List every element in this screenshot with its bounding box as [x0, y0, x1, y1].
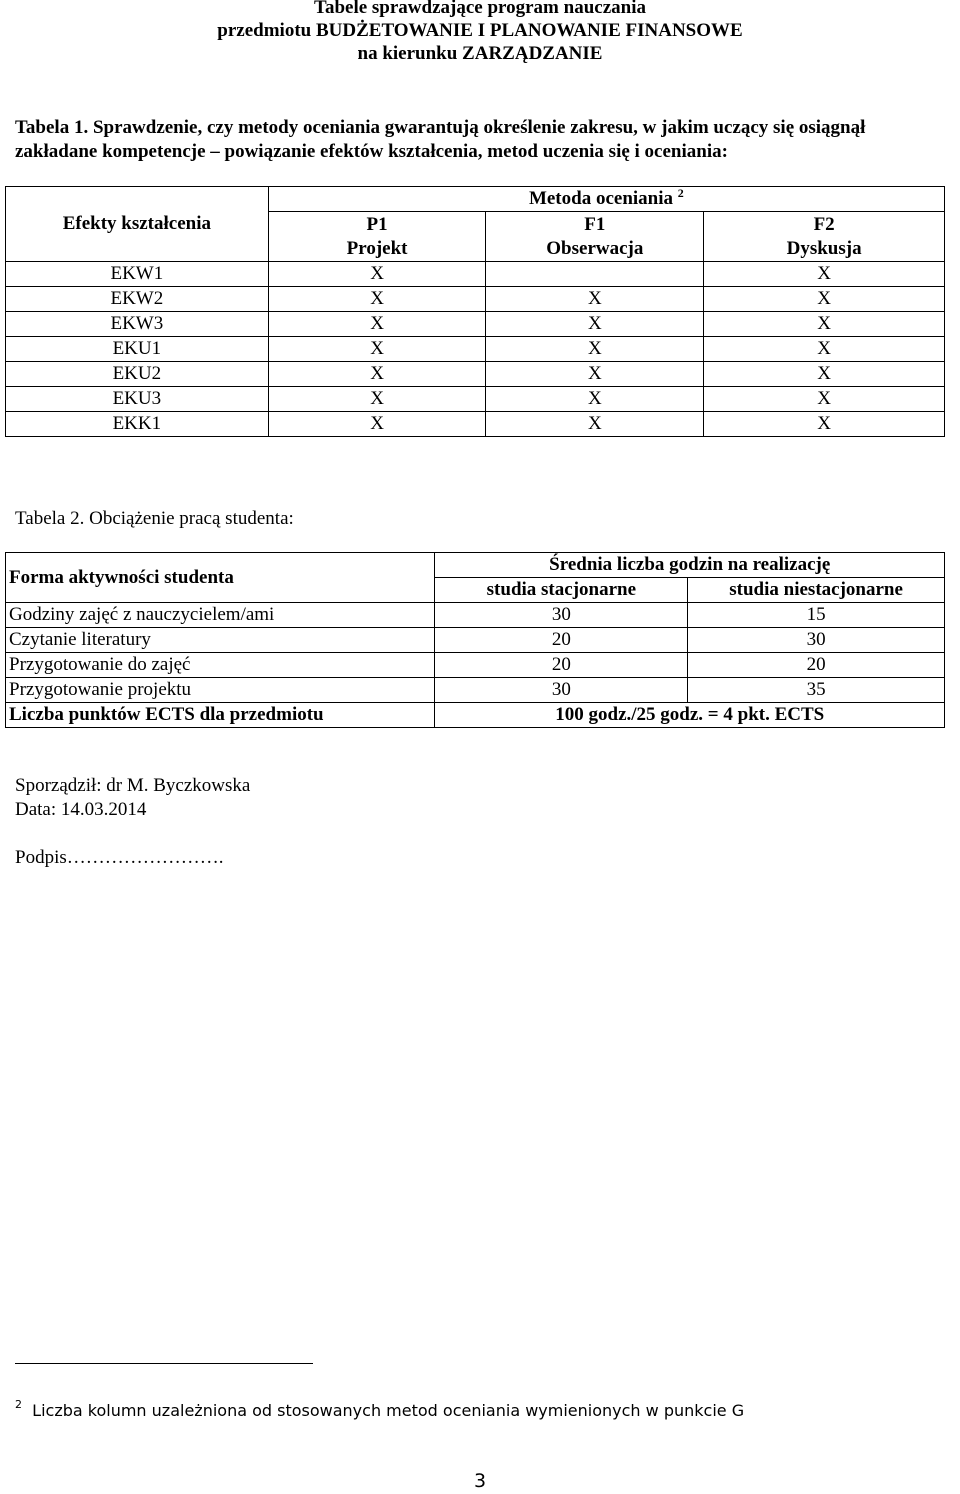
footnote-separator: [15, 1363, 313, 1364]
footnote: [15, 1400, 744, 1422]
effect-cell: EKU1: [6, 337, 269, 362]
mark-cell: X: [486, 412, 704, 437]
table-row: [6, 387, 945, 412]
effect-cell: EKW3: [6, 312, 269, 337]
column-header-p1: P1 Projekt: [268, 212, 486, 262]
effect-cell: EKW2: [6, 287, 269, 312]
ects-total-row: [6, 703, 945, 728]
table-row: [6, 678, 945, 703]
footnote-ref: 2: [677, 186, 684, 200]
table-row: [6, 628, 945, 653]
assessment-methods-table: [5, 186, 945, 437]
table1-caption-line-1: Tabela 1. Sprawdzenie, czy metody oceniania gwarantują określenie zakresu, w jakim uczący się osiągnął: [15, 117, 866, 138]
ects-total-value: 100 godz./25 godz. = 4 pkt. ECTS: [435, 703, 945, 728]
effect-cell: EKK1: [6, 412, 269, 437]
hours-cell: 15: [688, 603, 945, 628]
mark-cell: X: [704, 362, 945, 387]
activity-cell: Przygotowanie do zajęć: [6, 653, 435, 678]
mark-cell: X: [486, 287, 704, 312]
signature-line: Podpis…………………….: [15, 847, 224, 868]
mark-cell: X: [704, 387, 945, 412]
table-row: [6, 603, 945, 628]
table-row: [6, 337, 945, 362]
mark-cell: X: [704, 412, 945, 437]
activity-cell: Czytanie literatury: [6, 628, 435, 653]
table-row: [6, 287, 945, 312]
mark-cell: X: [486, 362, 704, 387]
effect-cell: EKW1: [6, 262, 269, 287]
column-header-stacjonarne: studia stacjonarne: [435, 578, 688, 603]
hours-cell: 30: [688, 628, 945, 653]
mark-cell: X: [486, 387, 704, 412]
mark-cell: X: [268, 287, 486, 312]
footnote-number: 2: [15, 1398, 22, 1411]
hours-cell: 35: [688, 678, 945, 703]
mark-cell: X: [268, 337, 486, 362]
table-row: [6, 653, 945, 678]
table-row: [6, 262, 945, 287]
hours-cell: 20: [435, 653, 688, 678]
effect-cell: EKU2: [6, 362, 269, 387]
mark-cell: X: [268, 412, 486, 437]
table-row: [6, 412, 945, 437]
mark-cell: X: [268, 262, 486, 287]
table2-caption: Tabela 2. Obciążenie pracą studenta:: [15, 508, 294, 529]
mark-cell: X: [704, 337, 945, 362]
prepared-by: Sporządził: dr M. Byczkowska: [15, 775, 251, 796]
effects-header: Efekty kształcenia: [6, 187, 269, 262]
activity-cell: Przygotowanie projektu: [6, 678, 435, 703]
mark-cell: X: [486, 312, 704, 337]
ects-total-label: Liczba punktów ECTS dla przedmiotu: [6, 703, 435, 728]
hours-cell: 30: [435, 603, 688, 628]
table-row: [6, 312, 945, 337]
column-header-f2: F2 Dyskusja: [704, 212, 945, 262]
mark-cell: [486, 262, 704, 287]
mark-cell: X: [704, 312, 945, 337]
footnote-text: Liczba kolumn uzależniona od stosowanych metod oceniania wymienionych w punkcie G: [32, 1401, 745, 1420]
table-row: [6, 362, 945, 387]
document-date: Data: 14.03.2014: [15, 799, 147, 820]
activity-cell: Godziny zajęć z nauczycielem/ami: [6, 603, 435, 628]
mark-cell: X: [268, 362, 486, 387]
hours-cell: 30: [435, 678, 688, 703]
column-header-f1: F1 Obserwacja: [486, 212, 704, 262]
table1-caption-line-2: zakładane kompetencje – powiązanie efektów kształcenia, metod uczenia się i oceniania:: [15, 141, 728, 162]
student-workload-table: [5, 552, 945, 728]
mark-cell: X: [486, 337, 704, 362]
document-title-line-2: przedmiotu BUDŻETOWANIE I PLANOWANIE FINANSOWE: [217, 20, 743, 41]
hours-cell: 20: [688, 653, 945, 678]
column-header-niestacjonarne: studia niestacjonarne: [688, 578, 945, 603]
document-title-line-3: na kierunku ZARZĄDZANIE: [357, 43, 603, 64]
method-group-header: Metoda oceniania $^2$: [268, 187, 944, 212]
hours-cell: 20: [435, 628, 688, 653]
mark-cell: X: [704, 262, 945, 287]
page-number: 3: [473, 1470, 487, 1492]
mark-cell: X: [704, 287, 945, 312]
document-title-line-1: Tabele sprawdzające program nauczania: [314, 0, 646, 18]
mark-cell: X: [268, 387, 486, 412]
hours-group-header: Średnia liczba godzin na realizację: [435, 553, 945, 578]
mark-cell: X: [268, 312, 486, 337]
effect-cell: EKU3: [6, 387, 269, 412]
activity-header: Forma aktywności studenta: [6, 553, 435, 603]
